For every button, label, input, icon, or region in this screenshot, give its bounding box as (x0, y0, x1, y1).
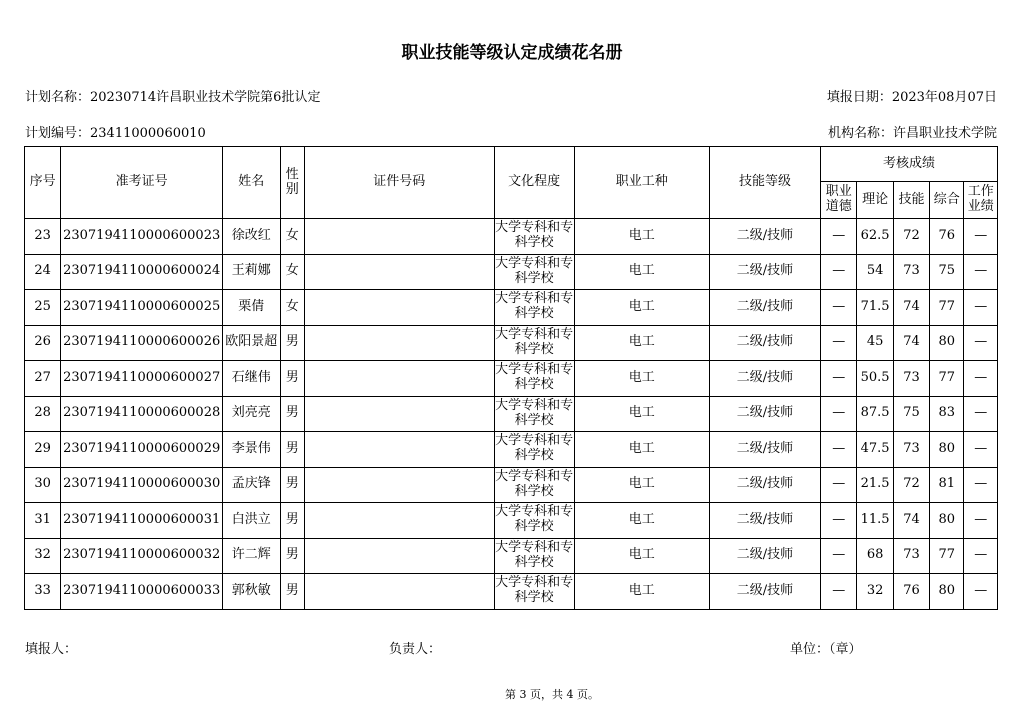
page-number: 第 3 页，共 4 页。 (505, 688, 599, 701)
cell-exam-no: 2307194110000600025 (61, 290, 223, 326)
cell-gender: 男 (280, 538, 304, 574)
cell-skill: 74 (893, 290, 929, 326)
cell-exam-no: 2307194110000600030 (61, 467, 223, 503)
table-row (25, 503, 998, 539)
cell-theory: 32 (857, 574, 893, 610)
score-roster-table (24, 146, 998, 610)
header-name: 姓名 (223, 147, 281, 219)
cell-gender: 男 (280, 574, 304, 610)
cell-skill: 72 (893, 467, 929, 503)
header-skill-level: 技能等级 (709, 147, 820, 219)
cell-education: 大学专科和专科学校 (494, 254, 574, 290)
cell-education: 大学专科和专科学校 (494, 538, 574, 574)
cell-level: 二级/技师 (709, 254, 820, 290)
cell-seq: 23 (25, 219, 61, 255)
cell-level: 二级/技师 (709, 325, 820, 361)
cell-education: 大学专科和专科学校 (494, 325, 574, 361)
plan-name: 计划名称：20230714许昌职业技术学院第6批认定 (25, 90, 321, 105)
header-ethics: 职业道德 (821, 182, 857, 219)
cell-id-no (304, 396, 494, 432)
cell-seq: 25 (25, 290, 61, 326)
cell-level: 二级/技师 (709, 538, 820, 574)
cell-ethics: — (821, 219, 857, 255)
cell-education: 大学专科和专科学校 (494, 290, 574, 326)
cell-name: 栗倩 (223, 290, 281, 326)
cell-exam-no: 2307194110000600031 (61, 503, 223, 539)
cell-gender: 男 (280, 396, 304, 432)
cell-id-no (304, 467, 494, 503)
cell-seq: 28 (25, 396, 61, 432)
cell-skill: 72 (893, 219, 929, 255)
cell-level: 二级/技师 (709, 574, 820, 610)
cell-work: — (964, 396, 998, 432)
cell-id-no (304, 503, 494, 539)
cell-theory: 54 (857, 254, 893, 290)
cell-overall: 77 (930, 361, 964, 397)
cell-name: 王莉娜 (223, 254, 281, 290)
header-theory: 理论 (857, 182, 893, 219)
cell-theory: 47.5 (857, 432, 893, 468)
cell-occupation: 电工 (574, 290, 709, 326)
cell-theory: 11.5 (857, 503, 893, 539)
cell-seq: 26 (25, 325, 61, 361)
cell-name: 白洪立 (223, 503, 281, 539)
cell-overall: 80 (930, 432, 964, 468)
cell-education: 大学专科和专科学校 (494, 219, 574, 255)
header-exam-no: 准考证号 (61, 147, 223, 219)
cell-ethics: — (821, 574, 857, 610)
cell-level: 二级/技师 (709, 361, 820, 397)
cell-id-no (304, 219, 494, 255)
cell-skill: 73 (893, 538, 929, 574)
cell-work: — (964, 361, 998, 397)
cell-work: — (964, 219, 998, 255)
cell-gender: 男 (280, 432, 304, 468)
header-overall: 综合 (930, 182, 964, 219)
cell-name: 李景伟 (223, 432, 281, 468)
cell-overall: 80 (930, 503, 964, 539)
cell-level: 二级/技师 (709, 432, 820, 468)
cell-seq: 32 (25, 538, 61, 574)
cell-theory: 71.5 (857, 290, 893, 326)
cell-theory: 62.5 (857, 219, 893, 255)
cell-gender: 男 (280, 325, 304, 361)
cell-id-no (304, 432, 494, 468)
table-row (25, 396, 998, 432)
table-row (25, 467, 998, 503)
cell-id-no (304, 538, 494, 574)
cell-occupation: 电工 (574, 574, 709, 610)
cell-seq: 31 (25, 503, 61, 539)
cell-exam-no: 2307194110000600024 (61, 254, 223, 290)
cell-occupation: 电工 (574, 467, 709, 503)
cell-work: — (964, 254, 998, 290)
cell-gender: 男 (280, 467, 304, 503)
cell-ethics: — (821, 467, 857, 503)
header-occupation: 职业工种 (574, 147, 709, 219)
cell-level: 二级/技师 (709, 219, 820, 255)
cell-level: 二级/技师 (709, 503, 820, 539)
cell-work: — (964, 432, 998, 468)
unit-seal-label: 单位：（章） (790, 642, 862, 657)
plan-number: 计划编号：23411000060010 (25, 126, 206, 141)
cell-skill: 74 (893, 325, 929, 361)
cell-overall: 83 (930, 396, 964, 432)
cell-level: 二级/技师 (709, 467, 820, 503)
cell-occupation: 电工 (574, 503, 709, 539)
cell-overall: 80 (930, 574, 964, 610)
cell-skill: 76 (893, 574, 929, 610)
cell-id-no (304, 361, 494, 397)
report-date: 填报日期：2023年08月07日 (826, 90, 997, 105)
cell-exam-no: 2307194110000600026 (61, 325, 223, 361)
header-education: 文化程度 (494, 147, 574, 219)
header-id-no: 证件号码 (304, 147, 494, 219)
cell-education: 大学专科和专科学校 (494, 432, 574, 468)
cell-overall: 76 (930, 219, 964, 255)
cell-id-no (304, 325, 494, 361)
cell-gender: 女 (280, 254, 304, 290)
cell-id-no (304, 254, 494, 290)
cell-skill: 73 (893, 432, 929, 468)
cell-overall: 77 (930, 290, 964, 326)
cell-education: 大学专科和专科学校 (494, 574, 574, 610)
cell-overall: 77 (930, 538, 964, 574)
cell-seq: 24 (25, 254, 61, 290)
cell-name: 欧阳景超 (223, 325, 281, 361)
cell-name: 刘亮亮 (223, 396, 281, 432)
cell-education: 大学专科和专科学校 (494, 503, 574, 539)
header-seq: 序号 (25, 147, 61, 219)
table-row (25, 254, 998, 290)
cell-id-no (304, 290, 494, 326)
cell-exam-no: 2307194110000600027 (61, 361, 223, 397)
table-row (25, 574, 998, 610)
cell-gender: 男 (280, 361, 304, 397)
cell-name: 许二辉 (223, 538, 281, 574)
cell-theory: 21.5 (857, 467, 893, 503)
cell-exam-no: 2307194110000600033 (61, 574, 223, 610)
cell-ethics: — (821, 503, 857, 539)
cell-seq: 30 (25, 467, 61, 503)
table-row (25, 361, 998, 397)
cell-name: 郭秋敏 (223, 574, 281, 610)
cell-name: 石继伟 (223, 361, 281, 397)
cell-work: — (964, 574, 998, 610)
cell-ethics: — (821, 432, 857, 468)
cell-name: 孟庆锋 (223, 467, 281, 503)
cell-work: — (964, 467, 998, 503)
cell-education: 大学专科和专科学校 (494, 361, 574, 397)
cell-work: — (964, 325, 998, 361)
cell-work: — (964, 503, 998, 539)
cell-overall: 80 (930, 325, 964, 361)
cell-gender: 女 (280, 219, 304, 255)
header-skill: 技能 (893, 182, 929, 219)
cell-theory: 50.5 (857, 361, 893, 397)
cell-seq: 33 (25, 574, 61, 610)
cell-exam-no: 2307194110000600023 (61, 219, 223, 255)
cell-occupation: 电工 (574, 432, 709, 468)
page-title: 职业技能等级认定成绩花名册 (401, 43, 623, 63)
table-row (25, 290, 998, 326)
cell-occupation: 电工 (574, 325, 709, 361)
cell-name: 徐改红 (223, 219, 281, 255)
header-gender: 性别 (280, 147, 304, 219)
cell-education: 大学专科和专科学校 (494, 467, 574, 503)
cell-exam-no: 2307194110000600028 (61, 396, 223, 432)
table-row (25, 432, 998, 468)
cell-ethics: — (821, 538, 857, 574)
table-row (25, 538, 998, 574)
cell-exam-no: 2307194110000600029 (61, 432, 223, 468)
cell-overall: 75 (930, 254, 964, 290)
cell-skill: 75 (893, 396, 929, 432)
cell-seq: 29 (25, 432, 61, 468)
cell-level: 二级/技师 (709, 290, 820, 326)
cell-theory: 87.5 (857, 396, 893, 432)
cell-occupation: 电工 (574, 254, 709, 290)
cell-exam-no: 2307194110000600032 (61, 538, 223, 574)
cell-gender: 男 (280, 503, 304, 539)
cell-skill: 74 (893, 503, 929, 539)
cell-theory: 45 (857, 325, 893, 361)
cell-ethics: — (821, 361, 857, 397)
cell-occupation: 电工 (574, 361, 709, 397)
header-scores: 考核成绩 (821, 147, 998, 182)
cell-ethics: — (821, 396, 857, 432)
cell-ethics: — (821, 290, 857, 326)
cell-theory: 68 (857, 538, 893, 574)
cell-overall: 81 (930, 467, 964, 503)
org-name: 机构名称：许昌职业技术学院 (827, 126, 997, 141)
filler-label: 填报人： (25, 642, 78, 657)
cell-ethics: — (821, 254, 857, 290)
cell-gender: 女 (280, 290, 304, 326)
cell-seq: 27 (25, 361, 61, 397)
cell-occupation: 电工 (574, 219, 709, 255)
cell-id-no (304, 574, 494, 610)
table-row (25, 325, 998, 361)
cell-occupation: 电工 (574, 396, 709, 432)
cell-occupation: 电工 (574, 538, 709, 574)
cell-education: 大学专科和专科学校 (494, 396, 574, 432)
cell-work: — (964, 290, 998, 326)
person-in-charge-label: 负责人： (389, 642, 442, 657)
cell-work: — (964, 538, 998, 574)
cell-skill: 73 (893, 254, 929, 290)
cell-level: 二级/技师 (709, 396, 820, 432)
cell-skill: 73 (893, 361, 929, 397)
cell-ethics: — (821, 325, 857, 361)
table-row (25, 219, 998, 255)
header-work: 工作业绩 (964, 182, 998, 219)
